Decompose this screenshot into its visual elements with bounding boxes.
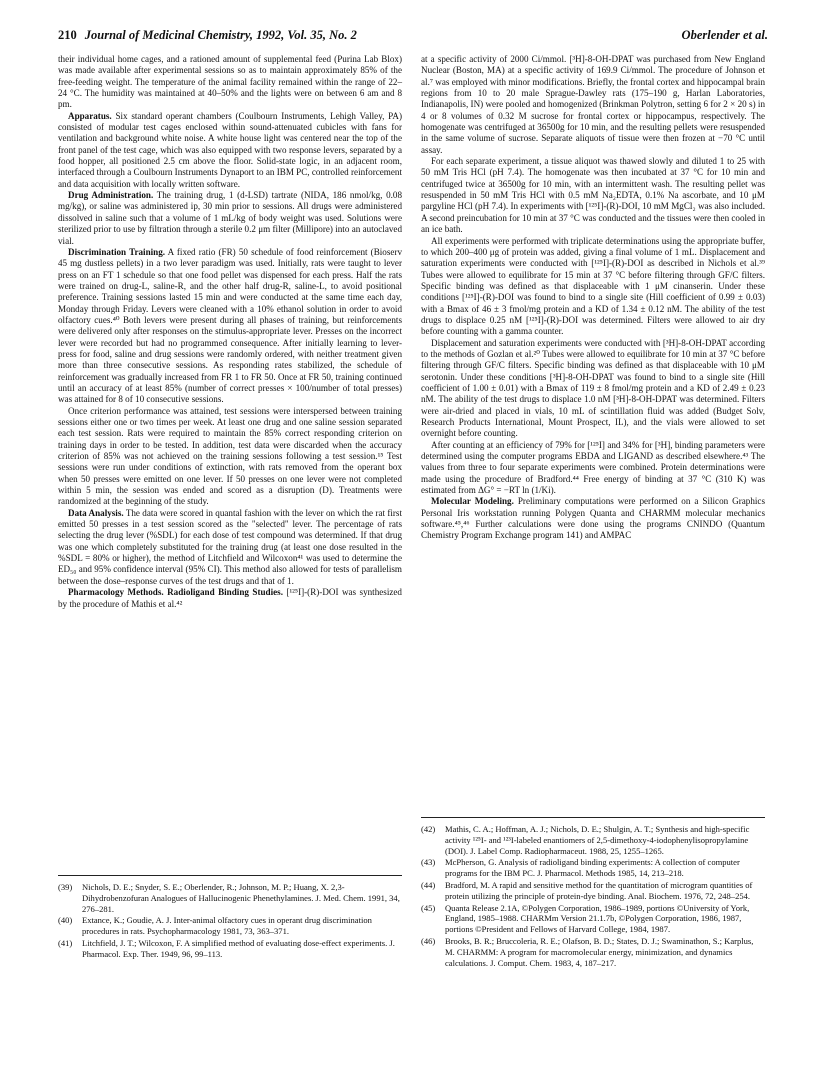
reference-item — [421, 880, 765, 902]
paragraph — [421, 54, 765, 156]
paragraph-text: A fixed ratio (FR) 50 schedule of food reinforcement (Bioserv 45 mg dustless pellets) in a two lever paradigm was used. Initially, rats were taught to lever press on an FT 1 schedule so that one food pellet was dispensed for each press. Half the rats were trained on drug-L, saline-R, and the other half drug-R, saline-L, to avoid positional preference. Training sessions lasted 15 min and were conducted at the same time each day, Monday through Friday. Levers were cleaned with a 10% ethanol solution in order to avoid olfactory cues.⁴⁰ Both levers were present during all phases of training, but reinforcements were delivered only after responses on the stimulus-appropriate lever. Presses on the incorrect lever were recorded but had no programmed consequence. After initially learning to lever-press for food, saline and drug sessions were randomly ordered, with neither treatment given more than three consecutive sessions. As responding rates stabilized, the schedule of reinforcement was gradually increased from FR 1 to FR 50. Once at FR 50, training continued until an accuracy of at least 85% (number of correct presses × 100/number of total presses) was attained for 8 of 10 consecutive sessions. — [58, 246, 403, 405]
run-in-heading: Drug Administration. — [68, 190, 154, 201]
reference-text: Extance, K.; Goudie, A. J. Inter-animal olfactory cues in operant drug discrimination procedures in rats. Psychopharmacology 1981, 73, 363–371. — [82, 915, 372, 937]
journal-citation: Journal of Medicinal Chemistry, 1992, Vol. 35, No. 2 — [84, 28, 357, 42]
paragraph-text: at a specific activity of 2000 Ci/mmol. [³H]-8-OH-DPAT was purchased from New England Nuclear (Boston, MA) at a specific activity of 169.9 Ci/mmol. The procedure of Johnson et al.⁷ was employed with minor modifications. Briefly, the frontal cortex and hippocampal brain regions from 10 to 20 male Sprague-Dawley rats (175–190 g, Harlan Laboratories, Indianapolis, IN) were pooled and homogenized (Brinkman Polytron, setting 6 for 2 × 20 s) in 4 or 8 volumes of 0.32 M sucrose for frontal cortex or hippocampus, respectively. The homogenate was centrifuged at 36500g for 10 min, and the resulting pellets were resuspended in the same volume of sucrose. Separate aliquots of tissue were then frozen at −70 °C until assay. — [421, 54, 765, 155]
reference-item — [421, 857, 765, 879]
paragraph-text: Six standard operant chambers (Coulbourn Instruments, Lehigh Valley, PA) consisted of modular test cages enclosed within sound-attenuated cubicles with fans for ventilation and background white noise. A white house light was centered near the top of the front panel of the test cage, which was also equipped with two response levers, separated by a food hopper, all positioned 2.5 cm above the floor. Solid-state logic, in an adjacent room, interfaced through a Coulbourn Instruments Dynaport to an IBM PC, controlled reinforcement and data acquisition with locally written software. — [58, 110, 402, 189]
right-column — [421, 54, 765, 542]
paragraph — [421, 156, 765, 235]
reference-text: Bradford, M. A rapid and sensitive method for the quantitation of microgram quantities of protein utilizing the principle of protein-dye binding. Anal. Biochem. 1976, 72, 248–254. — [445, 879, 753, 901]
reference-number: (39) — [58, 882, 73, 892]
paragraph-text: The training drug, 1 (d-LSD) tartrate (NIDA, 186 nmol/kg, 0.08 mg/kg), or saline was administered ip, 30 min prior to sessions. All drugs were administered dissolved in saline such that a volume of 1 mL/kg of body weight was used. Solutions were sterilized prior to use by filtration through a sterile 0.2 μm filter (Millipore) into an autoclaved vial. — [58, 190, 402, 246]
reference-number: (44) — [421, 879, 436, 890]
paragraph-pharmacology-methods — [58, 587, 402, 610]
reference-number: (40) — [58, 915, 73, 926]
paragraph-text: The data were scored in quantal fashion with the lever on which the rat first emitted 50 presses in a test session scored as the "selected" lever. The percentage of rats selecting the drug lever (%SDL) for each dose of test compound was determined. If that drug was one which completely substituted for the training drug (at least one dose resulted in the %SDL = 80% or higher), the method of Litchfield and Wilcoxon⁴¹ was used to determine the ED₅₀ and 95% confidence interval (95% CI). This method also allowed for tests of parallelism between the dose–response curves of the test drugs and that of 1. — [58, 507, 402, 586]
run-in-heading: Molecular Modeling. — [431, 496, 514, 507]
run-in-heading: Discrimination Training. — [68, 246, 166, 257]
header-left — [58, 28, 357, 43]
left-column — [58, 54, 402, 610]
reference-item — [58, 915, 402, 937]
reference-text: Nichols, D. E.; Snyder, S. E.; Oberlender, R.; Johnson, M. P.; Huang, X. 2,3-Dihydrobenzofuran Analogues of Hallucinogenic Phenethylamines. J. Med. Chem. 1991, 34, 276–281. — [82, 882, 400, 914]
paragraph-apparatus — [58, 111, 402, 190]
page-header — [58, 28, 768, 48]
reference-number: (42) — [421, 824, 436, 834]
running-author: Oberlender et al. — [681, 28, 768, 42]
paragraph-text: After counting at an efficiency of 79% for [¹²⁵I] and 34% for [³H], binding parameters were determined using the computer programs EBDA and LIGAND as described elsewhere.⁴³ The values from three to four separate experiments were combined. Protein determinations were made using the procedure of Bradford.⁴⁴ Free energy of binding at 37 °C (310 K) was estimated from ΔG° = −RT ln (1/Ki). — [421, 439, 765, 496]
paragraph-text: Once criterion performance was attained, test sessions were interspersed between training sessions either one or two times per week. At least one drug and one saline session separated each test session. Rats were required to maintain the 85% correct responding criterion on training days in order to be tested. In addition, test data were discarded when the accuracy criterion of 85% was not achieved on the training sessions following a test session.¹⁵ Test sessions were run under conditions of extinction, with rats removed from the operant box when 50 presses were emitted on one lever. If 50 presses on one lever were not completed within 5 min, the session was ended and scored as a disruption (D). Treatments were randomized at the beginning of the study. — [58, 405, 402, 507]
references-left — [58, 875, 402, 961]
reference-item — [58, 938, 402, 960]
paragraph-text: [¹²⁵I]-(R)-DOI was synthesized by the procedure of Mathis et al.⁴² — [58, 587, 402, 609]
paragraph-text: their individual home cages, and a rationed amount of supplemental feed (Purina Lab Blox) was made available after experimental sessions so as to maintain approximately 85% of the free-feeding weight. The temperature of the animal facility remained within the range of 22–24 °C. The humidity was maintained at 40–50% and the lights were on between 6 am and 8 pm. — [58, 54, 402, 110]
reference-number: (46) — [421, 935, 436, 946]
reference-text: Litchfield, J. T.; Wilcoxon, F. A simplified method of evaluating dose-effect experiments. J. Pharmacol. Exp. Ther. 1949, 96, 99–113. — [82, 937, 395, 959]
reference-number: (41) — [58, 937, 73, 948]
reference-item — [421, 936, 765, 968]
reference-number: (45) — [421, 902, 436, 913]
reference-text: Mathis, C. A.; Hoffman, A. J.; Nichols, D. E.; Shulgin, A. T.; Synthesis and high-specific activity ¹²⁵I- and ¹²³I-labeled enantiomers of 2,5-dimethoxy-4-iodophenylisopropylamine (DOI). J. Label Comp. Radiopharmaceut. 1988, 25, 1255–1265. — [445, 824, 750, 856]
paragraph-data-analysis — [58, 508, 402, 587]
references-right — [421, 817, 765, 969]
reference-item — [421, 903, 765, 935]
footnote-rule — [421, 817, 765, 818]
run-in-heading: Apparatus. — [68, 110, 112, 121]
paragraph — [58, 406, 402, 508]
paragraph-text: For each separate experiment, a tissue aliquot was thawed slowly and diluted 1 to 25 with 50 mM Tris HCl (pH 7.4). The homogenate was then incubated at 37 °C for 10 min and centrifuged twice at 36500g for 10 min, with an intermittent wash. The resulting pellet was resuspended in 50 mM Tris HCl with 0.5 mM Na₂EDTA, 0.1% Na ascorbate, and 10 μM pargyline HCl (pH 7.4). In experiments with [¹²⁵I]-(R)-DOI, 10 mM MgCl₂ was also included. A second preincubation for 10 min at 37 °C was conducted and the tissues were then cooled in an ice bath. — [421, 156, 765, 235]
paragraph-discrimination-training — [58, 247, 402, 406]
paragraph-text: All experiments were performed with triplicate determinations using the appropriate buffer, to which 200–400 μg of protein was added, giving a final volume of 1 mL. Displacement and saturation experiments were conducted with [¹²⁵I]-(R)-DOI as described in Nichols et al.³⁹ Tubes were allowed to equilibrate for 15 min at 37 °C before filtering through GF/C filters. Specific binding was defined as that displaceable with 1 μM cinanserin. Under these conditions [¹²⁵I]-(R)-DOI was found to bind to a single site (Hill coefficient of 0.99 ± 0.03) with a Bmax of 46 ± 3 fmol/mg protein and a KD of 1.34 ± 0.12 nM. The ability of the test drugs to displace 0.25 nM [¹²⁵I]-(R)-DOI was determined. Filters were allowed to air dry before counting with a gamma counter. — [421, 235, 765, 337]
reference-number: (43) — [421, 857, 436, 868]
paragraph-text: Preliminary computations were performed on a Silicon Graphics Personal Iris workstation running Polygen Quanta and CHARMM molecular mechanics software.⁴⁵,⁴⁶ Further calculations were done using the programs CNINDO (Quantum Chemistry Program Exchange program 141) and AMPAC — [421, 496, 765, 541]
page-number: 210 — [58, 28, 77, 42]
paragraph — [421, 440, 765, 497]
paragraph-molecular-modeling — [421, 496, 765, 541]
footnote-rule — [58, 875, 402, 876]
reference-text: Quanta Release 2.1A, ©Polygen Corporation, 1986–1989, portions ©University of York, England, 1985–1988. CHARMm Version 21.1.7b, ©Polygen Corporation, 1986, 1987, portions ©President and Fellows of Harvard College, 1984, 1987. — [445, 902, 750, 935]
reference-text: McPherson, G. Analysis of radioligand binding experiments: A collection of computer programs for the IBM PC. J. Pharmacol. Methods 1985, 14, 213–218. — [445, 857, 740, 879]
run-in-heading: Data Analysis. — [68, 507, 124, 518]
run-in-heading: Pharmacology Methods. Radioligand Binding Studies. — [68, 587, 283, 598]
reference-item — [421, 824, 765, 856]
reference-item — [58, 882, 402, 914]
reference-text: Brooks, B. R.; Bruccoleria, R. E.; Olafson, B. D.; States, D. J.; Swaminathon, S.; Karplus, M. CHARMM: A program for macromolecular energy, minimization, and dynamics calculations. J. Comput. Chem. 1983, 4, 187–217. — [445, 935, 754, 968]
paragraph-text: Displacement and saturation experiments were conducted with [³H]-8-OH-DPAT according to the methods of Gozlan et al.²⁰ Tubes were allowed to equilibrate for 10 min at 37 °C before filtering through GF/C filters. Specific binding was defined as that displaceable with 10 μM serotonin. Under these conditions [³H]-8-OH-DPAT was found to bind to a single site (Hill coefficient of 1.00 ± 0.01) with a Bmax of 119 ± 8 fmol/mg protein and a KD of 2.49 ± 0.23 nM. The ability of the test drugs to displace 1.0 nM [³H]-8-OH-DPAT was determined. Filters were air-dried and placed in vials, 10 mL of scintillation fluid was added (Budget Solv, Research Products International, Mount Prospect, IL), and the vials were allowed to set overnight before counting. — [421, 337, 765, 439]
paragraph — [58, 54, 402, 111]
paragraph — [421, 338, 765, 440]
paragraph-drug-administration — [58, 190, 402, 247]
paragraph — [421, 236, 765, 338]
